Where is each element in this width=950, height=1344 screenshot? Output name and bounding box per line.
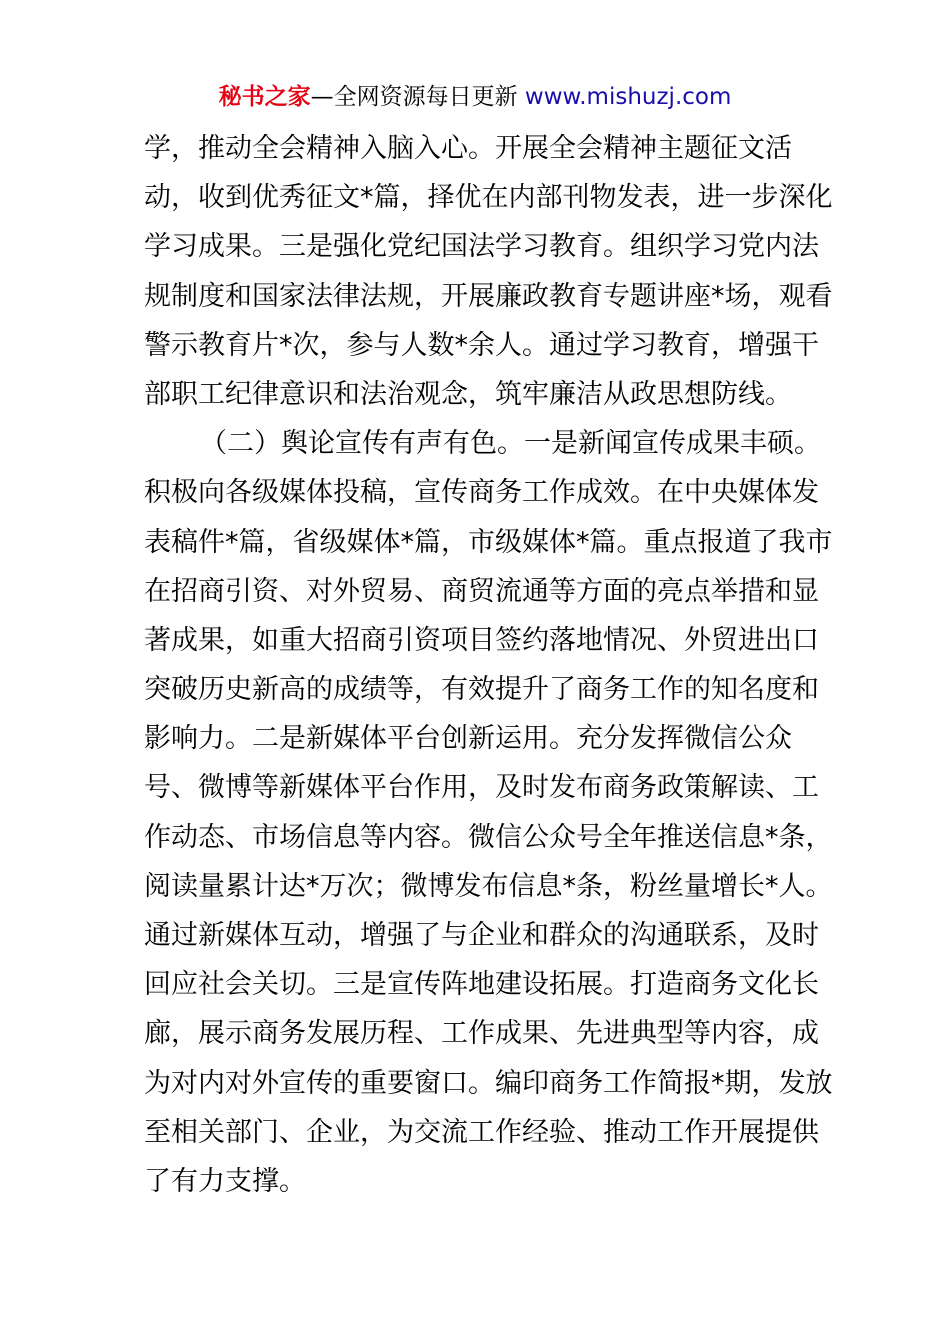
text-line: 至相关部门、企业，为交流工作经验、推动工作开展提供 <box>144 1116 819 1148</box>
site-url[interactable]: www.mishuzj.com <box>524 84 732 110</box>
text-line: 在招商引资、对外贸易、商贸流通等方面的亮点举措和显 <box>144 575 819 607</box>
text-line: 廊，展示商务发展历程、工作成果、先进典型等内容，成 <box>144 1018 819 1050</box>
text-line: 影响力。二是新媒体平台创新运用。充分发挥微信公众 <box>144 723 792 755</box>
document-body <box>144 124 833 1206</box>
text-line: 部职工纪律意识和法治观念，筑牢廉洁从政思想防线。 <box>144 378 792 410</box>
header-tagline: —全网资源每日更新 <box>310 84 525 110</box>
text-line: 阅读量累计达*万次；微博发布信息*条，粉丝量增长*人。 <box>144 870 833 902</box>
text-line: 作动态、市场信息等内容。微信公众号全年推送信息*条， <box>144 821 833 853</box>
page-header <box>0 80 950 114</box>
text-line: 学习成果。三是强化党纪国法学习教育。组织学习党内法 <box>144 231 819 263</box>
brand-name: 秘书之家 <box>218 84 311 110</box>
text-line: 号、微博等新媒体平台作用，及时发布商务政策解读、工 <box>144 772 819 804</box>
text-line: 表稿件*篇，省级媒体*篇，市级媒体*篇。重点报道了我市 <box>144 526 833 558</box>
text-line: 著成果，如重大招商引资项目签约落地情况、外贸进出口 <box>144 624 819 656</box>
text-line: 学，推动全会精神入脑入心。开展全会精神主题征文活 <box>144 133 792 164</box>
text-line: 规制度和国家法律法规，开展廉政教育专题讲座*场，观看 <box>144 280 833 312</box>
text-line: 积极向各级媒体投稿，宣传商务工作成效。在中央媒体发 <box>144 477 819 509</box>
section-heading-line: （二）舆论宣传有声有色。一是新闻宣传成果丰硕。 <box>200 428 821 460</box>
text-line: 通过新媒体互动，增强了与企业和群众的沟通联系，及时 <box>144 920 819 951</box>
text-line: 动，收到优秀征文*篇，择优在内部刊物发表，进一步深化 <box>144 182 833 214</box>
text-line: 为对内对外宣传的重要窗口。编印商务工作简报*期，发放 <box>144 1067 833 1099</box>
text-line: 警示教育片*次，参与人数*余人。通过学习教育，增强干 <box>144 329 819 361</box>
text-line: 回应社会关切。三是宣传阵地建设拓展。打造商务文化长 <box>144 969 819 1001</box>
text-line: 了有力支撑。 <box>144 1165 306 1197</box>
text-line: 突破历史新高的成绩等，有效提升了商务工作的知名度和 <box>144 674 819 706</box>
